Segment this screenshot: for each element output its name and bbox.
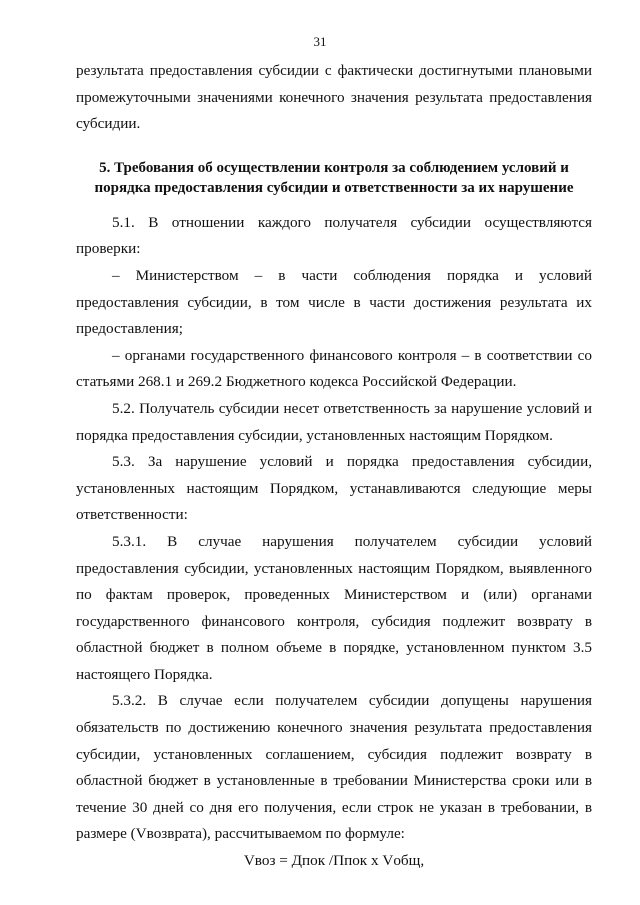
paragraph-5-3-1: 5.3.1. В случае нарушения получателем субсидии условий предоставления субсидии, установленных настоящим Порядком, выявленного по фактам проверок, проведенных Министерством и (или) органами государственного финансового контроля, субсидия подлежит возврату в областной бюджет в полном объеме в порядке, установленном пунктом 3.5 настоящего Порядка. — [76, 532, 592, 683]
list-item-financial-control: – органами государственного финансового контроля – в соответствии со статьями 268.1 и 269.2 Бюджетного кодекса Российской Федерации. — [76, 346, 592, 391]
section-heading-line-2: порядка предоставления субсидии и ответственности за их нарушение — [94, 179, 574, 196]
document-body — [76, 58, 592, 875]
paragraph-5-1: 5.1. В отношении каждого получателя субсидии осуществляются проверки: — [76, 213, 592, 258]
paragraph-5-3-2: 5.3.2. В случае если получателем субсидии допущены нарушения обязательств по достижению конечного значения результата предоставления субсидии, установленных соглашением, субсидия подлежит возврату в областной бюджет в установленные в требовании Министерства сроки или в течение 30 дней со дня его получения, если строк не указан в требовании, в размере (Vвозврата), рассчитываемом по формуле: — [76, 692, 592, 843]
page-number: 31 — [313, 34, 327, 49]
list-item-ministry: – Министерством – в части соблюдения порядка и условий предоставления субсидии, в том числе в части достижения результата их предоставления; — [76, 266, 592, 338]
section-heading-line-1: 5. Требования об осуществлении контроля за соблюдением условий и — [99, 159, 569, 176]
paragraph-5-3: 5.3. За нарушение условий и порядка предоставления субсидии, установленных настоящим Порядком, устанавливаются следующие меры ответственности: — [76, 453, 592, 524]
paragraph-continuation: результата предоставления субсидии с фактически достигнутыми плановыми промежуточными значениями конечного значения результата предоставления субсидии. — [76, 62, 592, 133]
section-heading — [76, 158, 592, 198]
formula: Vвоз = Дпок /Ппок х Vобщ, — [243, 852, 425, 870]
paragraph-5-2: 5.2. Получатель субсидии несет ответственность за нарушение условий и порядка предоставления субсидии, установленных настоящим Порядком. — [76, 399, 592, 444]
